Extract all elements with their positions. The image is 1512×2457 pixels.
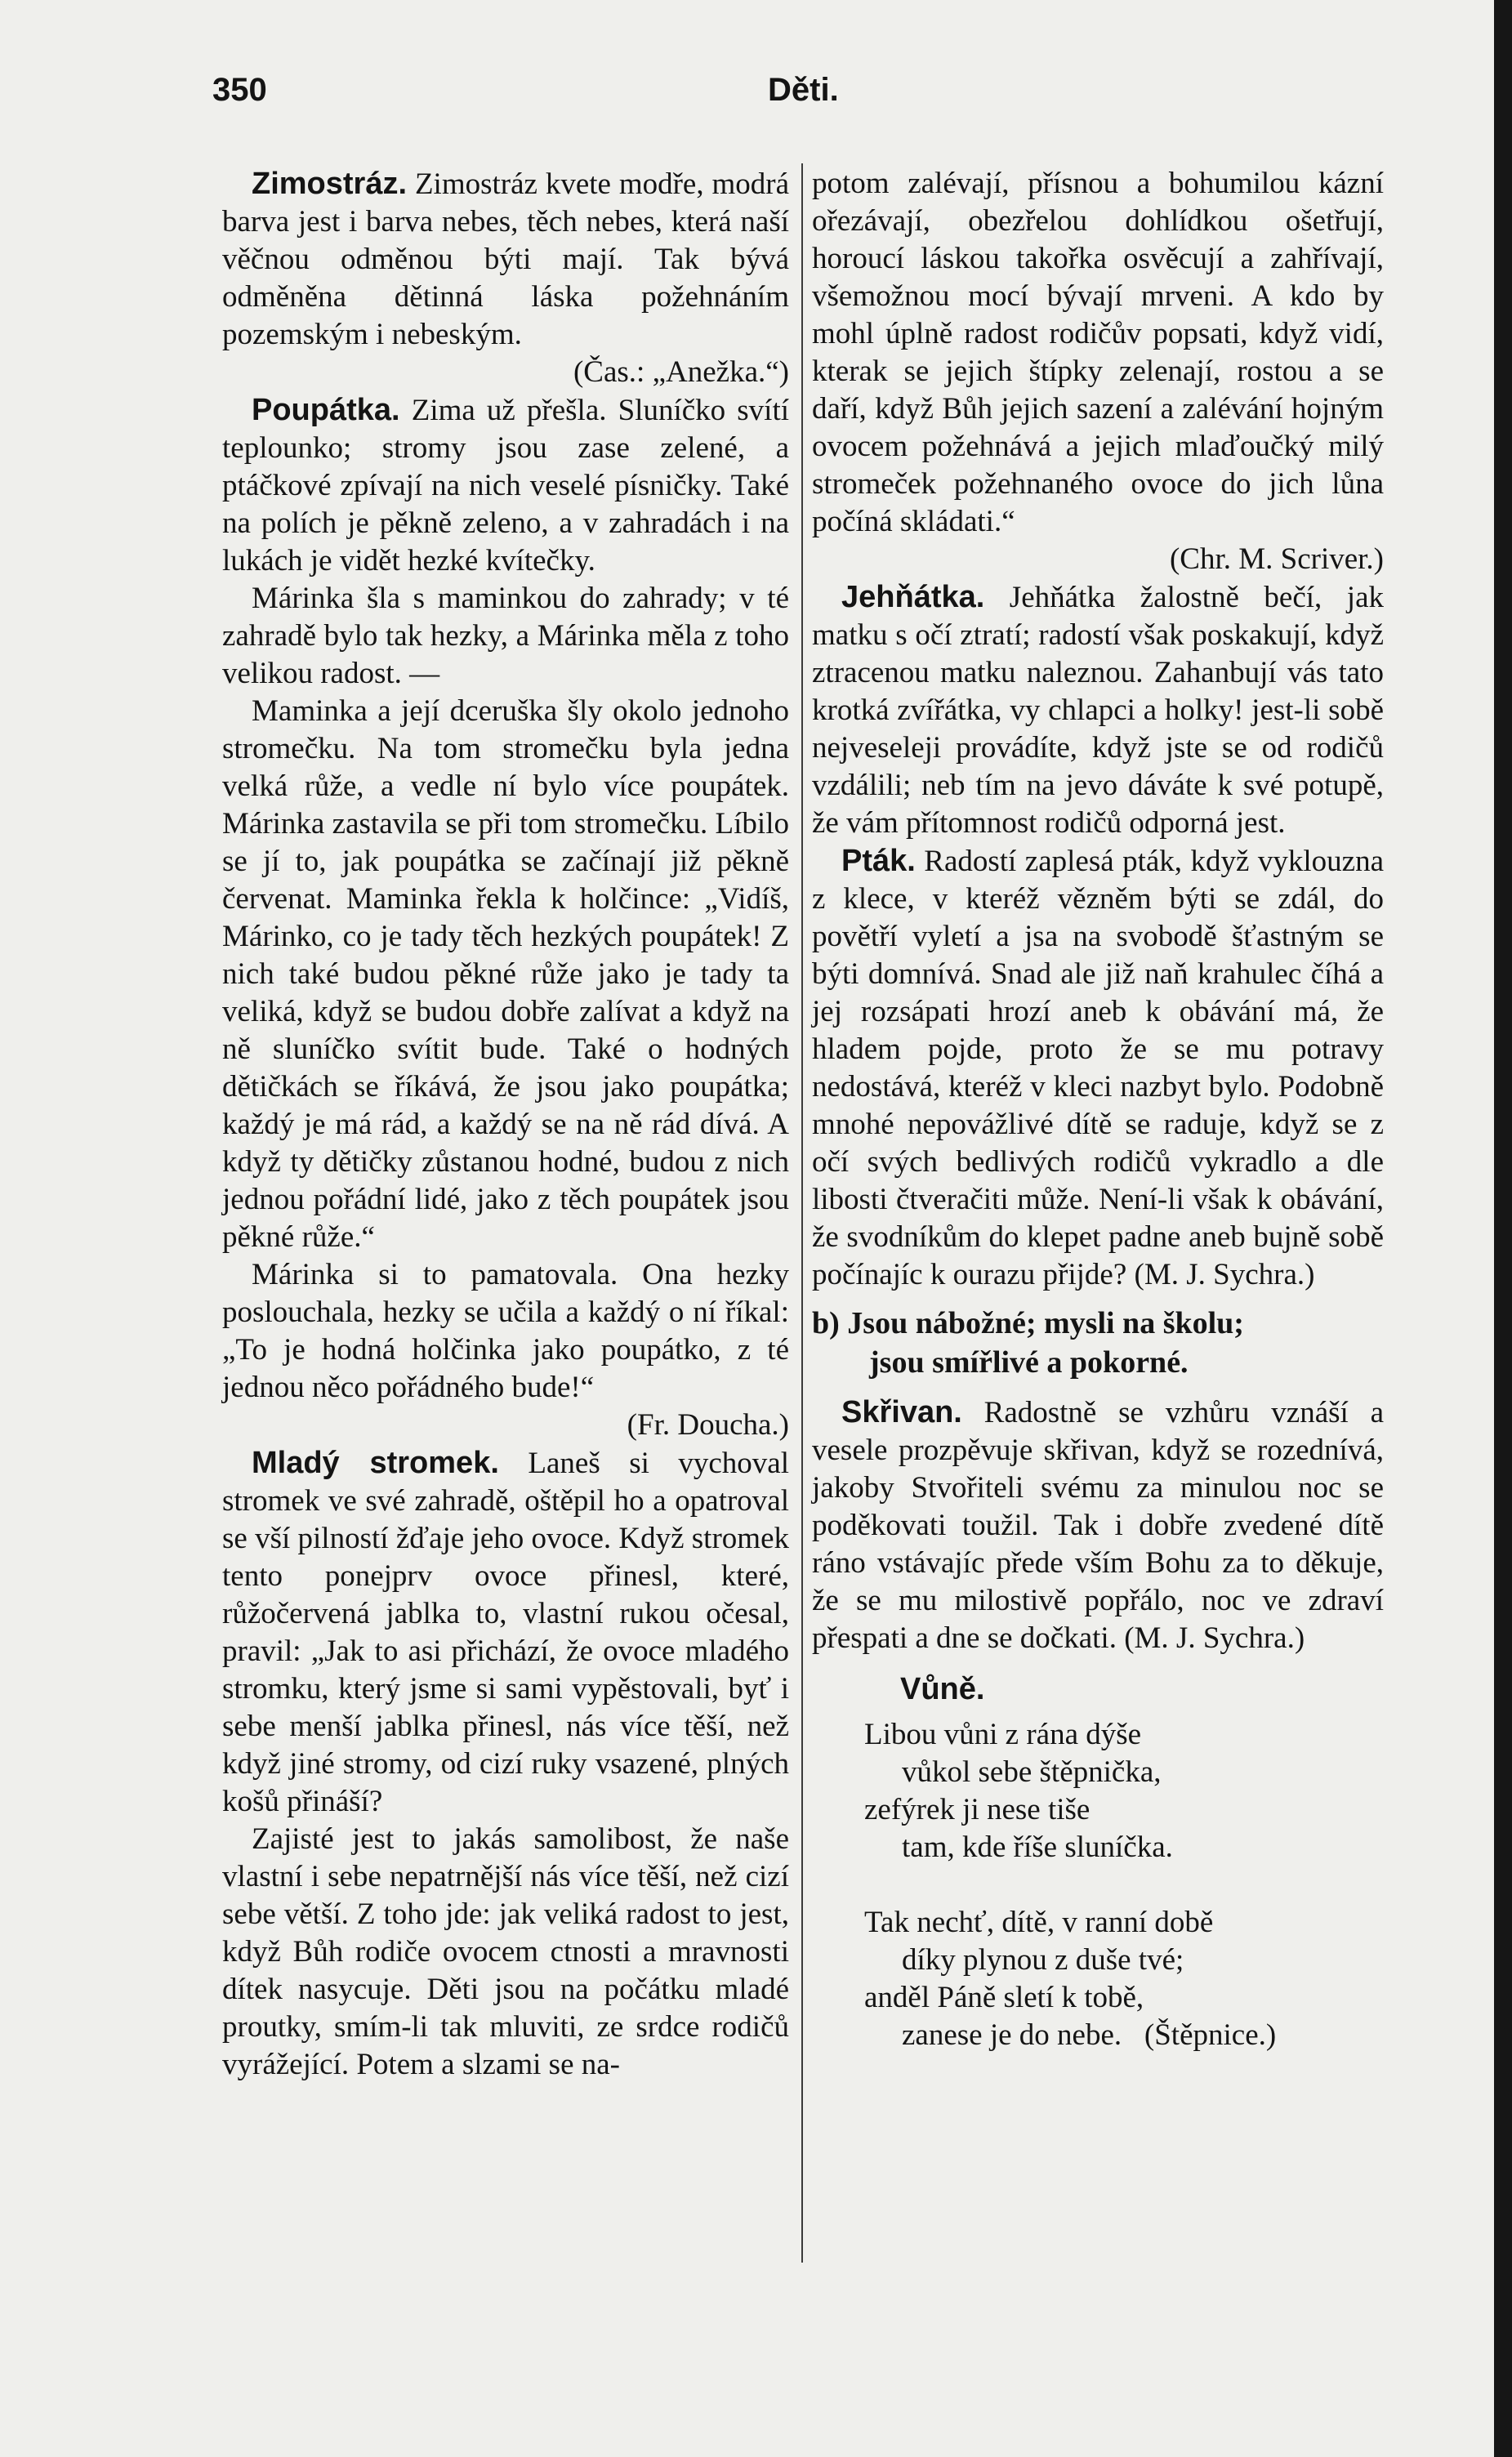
paragraph: Zima už přešla. Sluníčko svítí teplounko; stromy jsou zase zelené, a ptáčkové zpívají na nich veselé písničky. Také na polích je pěkně zeleno, a v zahradách i na lukách je vidět hezké kvítečky. <box>222 394 790 577</box>
section-heading-line: b) Jsou nábožné; mysli na školu; <box>812 1306 1244 1340</box>
left-column <box>222 165 789 2084</box>
poem-title: Vůně. <box>900 1672 985 1706</box>
running-title: Děti. <box>768 72 839 108</box>
article-title: Skřivan. <box>841 1395 962 1429</box>
article-source: (Fr. Doucha.) <box>627 1408 789 1442</box>
paragraph: Maminka a její dceruška šly okolo jednoho stromečku. Na tom stromečku byla jedna velká růže, a vedle ní bylo více poupátek. Márinka zastavila se při tom stromečku. Líbilo se jí to, jak poupátka se začínají již pěkně červenat. Maminka řekla k holčince: „Vidíš, Márinko, co je tady těch hezkých poupátek! Z nich také budou pěkné růže jako je tady ta veliká, když se budou dobře zalívat a když na ně sluníčko svítit bude. Také o hodných dětičkách se říkává, že jsou jako poupátka; každý je má rád, a každý se na ně rád dívá. A když ty dětičky zůstanou hodné, budou z nich jednou pořádní lidé, jako z těch poupátek jsou pěkné růže.“ <box>222 694 789 1254</box>
article-text: Zimostráz kvete modře, modrá barva jest i barva nebes, těch nebes, která naší věčnou odměnou býti mají. Tak bývá odměněna dětinná láska požehnáním pozemským i nebeským. <box>222 167 790 351</box>
article-title: Pták. <box>841 844 916 878</box>
poem-line: vůkol sebe štěpnička, <box>902 1755 1162 1789</box>
poem-line <box>864 2017 1384 2054</box>
column-divider <box>801 163 803 2263</box>
article-mlady-stromek <box>222 1444 789 1821</box>
article-text: Jehňátka žalostně bečí, jak matku s očí ztratí; radostí však poskakují, když ztracenou matku naleznou. Zahanbují vás tato krotká zvířátka, vy chlapci a holky! jest-li sobě nejveseleji provádíte, když jste se od rodičů vzdálili; neb tím na jevo dáváte k své potupě, že vám přítomnost rodičů odporná jest. <box>812 581 1384 840</box>
article-source: (M. J. Sychra.) <box>1124 1621 1305 1655</box>
poem-line: tam, kde říše sluníčka. <box>902 1830 1173 1864</box>
poem-line: zefýrek ji nese tiše <box>864 1793 1091 1826</box>
poem-line: Tak nechť, dítě, v ranní době <box>864 1906 1214 1939</box>
poem-line-text: zanese je do nebe. <box>902 2018 1122 2052</box>
page-number: 350 <box>212 72 267 108</box>
paragraph: Zajisté jest to jakás samolibost, že naše vlastní i sebe nepatrnější nás více těší, než cizí sebe větší. Z toho jde: jak veliká radost to jest, když Bůh rodiče ovocem ctnosti a mravnosti dítek nasycuje. Děti jsou na počátku mladé proutky, smím-li tak mluviti, ze srdce rodičů vyrážející. Potem a slzami se na- <box>222 1822 789 2081</box>
poem-line: díky plynou z duše tvé; <box>902 1943 1184 1977</box>
article-text: Radostně se vzhůru vznáší a vesele prozpěvuje skřivan, když se rozednívá, jakoby Stvořiteli svému za minulou noc se poděkovati toužil. Tak i dobře zvedené dítě ráno vstávajíc přede vším Bohu za to děkuje, že se mu milostivě popřálo, noc ve zdraví přespati a dne se dočkati. <box>812 1396 1384 1655</box>
article-ptak <box>812 842 1384 1294</box>
article-title: Jehňátka. <box>841 580 985 614</box>
article-jehnatka <box>812 578 1384 842</box>
article-title: Zimostráz. <box>252 167 408 201</box>
paragraph: Márinka si to pamatovala. Ona hezky poslouchala, hezky se učila a každý o ní říkal: „To je hodná holčinka jako poupátko, z té jednou něco pořádného bude!“ <box>222 1258 789 1404</box>
article-title: Poupátka. <box>252 393 400 427</box>
article-source: (Chr. M. Scriver.) <box>1169 542 1384 576</box>
right-column <box>812 165 1384 2092</box>
poem-line: anděl Páně sletí k tobě, <box>864 1981 1144 2014</box>
paragraph: Laneš si vychoval stromek ve své zahradě, oštěpil ho a opatroval se vší pilností žďaje jeho ovoce. Když stromek tento ponejprv ovoce přinesl, které, růžočervená jablka to, vlastní rukou očesal, pravil: „Jak to asi přichází, že ovoce mladého stromku, který jsme si sami vypěstovali, byť i sebe menší jablka přinesl, nás více těší, než když jiné stromy, od cizí ruky vsazené, plných košů přináší? <box>222 1447 789 1818</box>
article-poupatka <box>222 391 789 580</box>
poem-source: (Štěpnice.) <box>1144 2018 1277 2052</box>
article-title: Mladý stromek. <box>252 1446 499 1480</box>
section-heading-line: jsou smířlivé a pokorné. <box>869 1345 1189 1380</box>
poem-stanza <box>864 1904 1384 2054</box>
poem-line: Libou vůni z rána dýše <box>864 1718 1142 1751</box>
article-zimostraz <box>222 165 789 354</box>
article-text: Radostí zaplesá pták, když vyklouzna z klece, v kteréž vězněm býti se zdál, do povětří vyletí a jsa na svobodě šťastným se býti domnívá. Snad ale již naň krahulec číhá a jej rozsápati hrozí aneb k obávání má, že hladem pojde, proto že se mu potravy nedostává, kteréž v kleci nazbyt bylo. Podobně mnohé nepovážlivé dítě se raduje, když se z očí svých bedlivých rodičů vykradlo a dle libosti čtveračiti může. Není-li však k obávání, že svodníkům do klepet padne aneb bujně sobě počínajíc k ourazu přijde? <box>812 845 1384 1291</box>
paragraph: Márinka šla s maminkou do zahrady; v té zahradě bylo tak hezky, a Márinka měla z toho velikou radost. — <box>222 582 789 690</box>
poem-stanza <box>864 1716 1384 1866</box>
paragraph-continued: potom zalévají, přísnou a bohumilou kázní ořezávají, obezřelou dohlídkou ošetřují, horoucí láskou takořka osvěcují a zahřívají, všemožnou mocí bývají mrveni. A kdo by mohl úplně radost rodičův popsati, když vidí, kterak se jejich štípky zelenají, rostou a se daří, když Bůh jejich sazení a zalévání hojným ovocem požehnává a jejich mlaďoučký milý stromeček požehnaného ovoce do jich lůna počíná skládati.“ <box>812 167 1384 538</box>
article-skrivan <box>812 1393 1384 1657</box>
page-edge-shadow <box>1494 0 1512 2457</box>
section-heading-b <box>812 1304 1384 1382</box>
article-source: (Čas.: „Anežka.“) <box>573 355 789 389</box>
article-source: (M. J. Sychra.) <box>1134 1258 1315 1291</box>
